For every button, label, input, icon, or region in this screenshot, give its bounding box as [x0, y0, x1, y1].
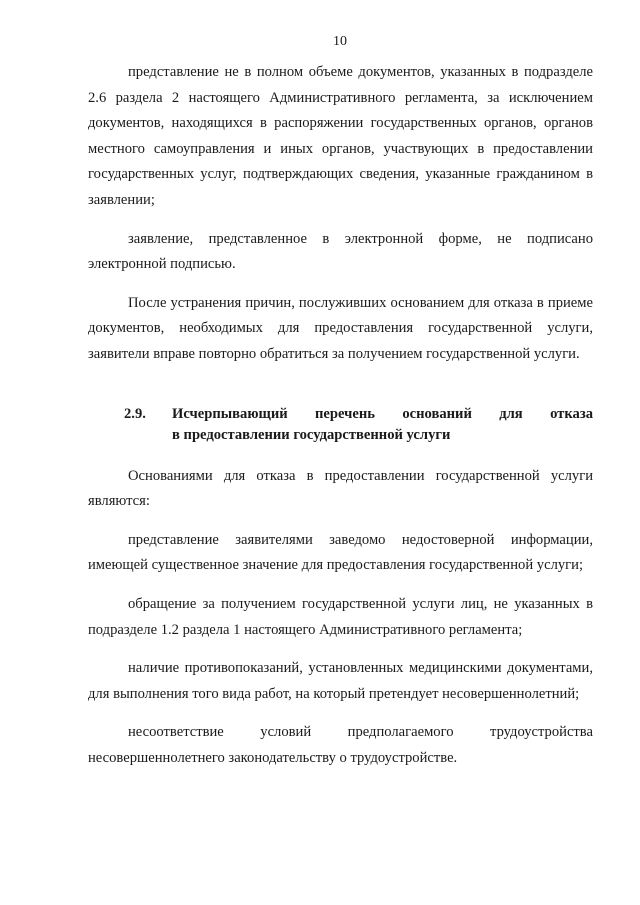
paragraph-incomplete-documents: представление не в полном объеме документов, указанных в подразделе 2.6 раздела 2 настоящего Административного регламента, за исключением документов, находящихся в распоряжении государственных органов, органов местного самоуправления и иных органов, участвующих в предоставлении государственных услуг, подтверждающих сведения, указанные гражданином в заявлении; [88, 64, 593, 208]
paragraph-unsigned-application: заявление, представленное в электронной форме, не подписано электронной подписью. [88, 230, 593, 273]
paragraph-employment-mismatch: несоответствие условий предполагаемого трудоустройства несовершеннолетнего законодательству о трудоустройстве. [88, 724, 593, 766]
section-title [172, 404, 593, 446]
section-heading [88, 404, 593, 446]
page-content [88, 60, 593, 771]
paragraph-unlisted-persons: обращение за получением государственной услуги лиц, не указанных в подразделе 1.2 раздела 1 настоящего Административного регламента; [88, 595, 593, 638]
paragraph-false-information: представление заявителями заведомо недостоверной информации, имеющей существенное значение для предоставления государственной услуги; [88, 531, 593, 574]
section-title-line-2: в предоставлении государственной услуги [172, 426, 451, 443]
section-number: 2.9. [124, 405, 146, 422]
page-number: 10 [333, 34, 347, 49]
paragraph-reapply: После устранения причин, послуживших основанием для отказа в приеме документов, необходимых для предоставления государственной услуги, заявители вправе повторно обратиться за получением государственной услуги. [88, 294, 593, 362]
paragraph-contraindications: наличие противопоказаний, установленных медицинскими документами, для выполнения того вида работ, на который претендует несовершеннолетний; [88, 660, 593, 702]
section-title-line-1: Исчерпывающий перечень оснований для отказа [172, 405, 593, 422]
paragraph-grounds-intro: Основаниями для отказа в предоставлении государственной услуги являются: [88, 467, 593, 510]
